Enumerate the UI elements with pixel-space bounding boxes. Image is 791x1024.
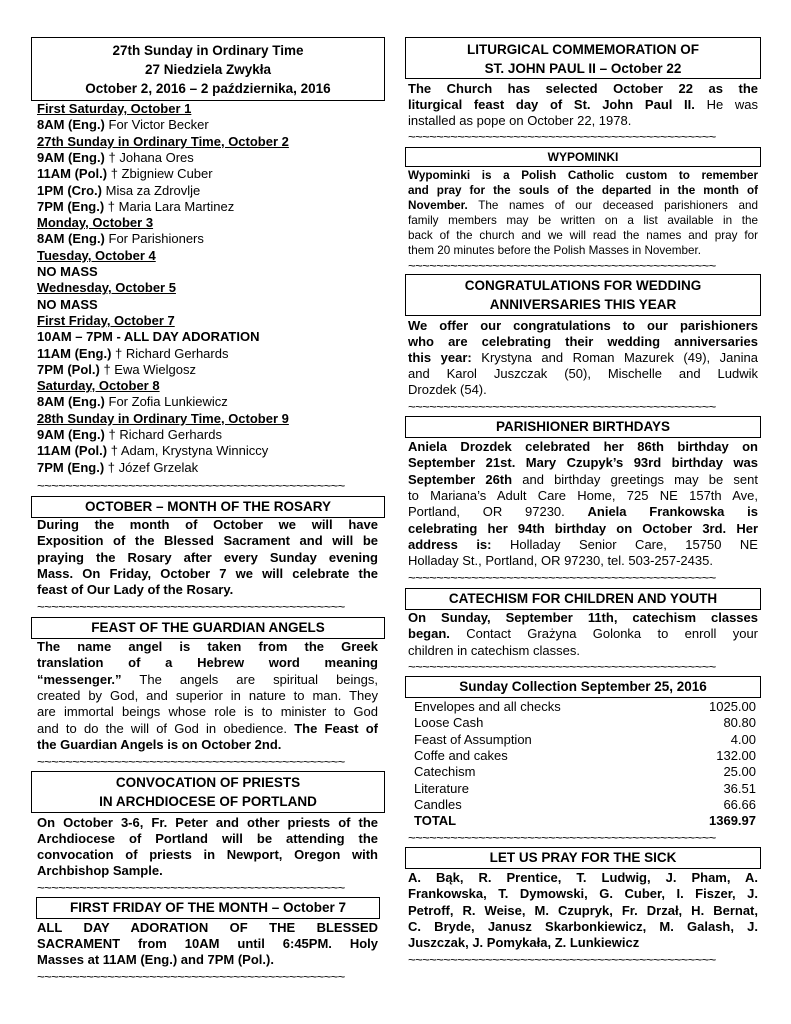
- collection-label: Literature: [414, 780, 469, 796]
- sick-line: A. Bąk, R. Prentice, T. Ludwig, J. Pham, A.: [408, 870, 758, 885]
- mass-time: 7PM (Eng.): [37, 459, 105, 475]
- separator: ~~~~~~~~~~~~~~~~~~~~~~~~~~~~~~~~~~~~~~~~~~~~: [408, 259, 716, 273]
- collection-row: [408, 748, 758, 764]
- wedding-heading-box: [405, 274, 761, 316]
- schedule-mass: [37, 394, 378, 410]
- rosary-line: During the month of October we will have: [37, 517, 378, 532]
- schedule-note: NO MASS: [37, 296, 98, 312]
- collection-label: Catechism: [414, 764, 476, 780]
- schedule-day: 28th Sunday in Ordinary Time, October 9: [37, 410, 289, 426]
- first-friday-line: ALL DAY ADORATION OF THE BLESSED: [37, 920, 378, 935]
- catechism-heading-box: [405, 588, 761, 610]
- sick-heading: LET US PRAY FOR THE SICK: [489, 850, 677, 865]
- schedule-note: 10AM – 7PM - ALL DAY ADORATION: [37, 329, 260, 345]
- mass-time: 11AM (Eng.): [37, 345, 112, 361]
- wypominki-line: them 20 minutes before the Polish Masses in November.: [408, 244, 701, 257]
- collection-row: [408, 699, 758, 715]
- catechism-line: began. Contact Grażyna Golonka to enroll your: [408, 626, 758, 641]
- convocation-heading-line: CONVOCATION OF PRIESTS: [115, 775, 301, 790]
- separator: ~~~~~~~~~~~~~~~~~~~~~~~~~~~~~~~~~~~~~~~~~~~~: [408, 831, 716, 845]
- wedding-line: who are celebrating their wedding anniversaries: [408, 334, 758, 349]
- mass-intention: † Richard Gerhards: [115, 345, 229, 361]
- convocation-heading-box: [31, 771, 385, 813]
- rosary-line: Mass. On Friday, October 7 we will celebrate the: [37, 566, 378, 581]
- separator: ~~~~~~~~~~~~~~~~~~~~~~~~~~~~~~~~~~~~~~~~~~~~: [37, 881, 345, 895]
- collection-label: Envelopes and all checks: [414, 699, 561, 714]
- first-friday-line: Masses at 11AM (Eng.) and 7PM (Pol.).: [37, 952, 274, 967]
- angels-line: are immortal beings whose role is to minister to God: [37, 704, 378, 719]
- convocation-line: On October 3-6, Fr. Peter and other priests of the: [37, 815, 378, 830]
- sunday-title-en: 27th Sunday in Ordinary Time: [112, 43, 304, 58]
- schedule-mass: [37, 117, 378, 133]
- collection-total-label: TOTAL: [414, 813, 457, 828]
- collection-label: Loose Cash: [414, 715, 484, 731]
- mass-intention: For Victor Becker: [108, 117, 209, 133]
- rosary-heading: OCTOBER – MONTH OF THE ROSARY: [84, 499, 331, 514]
- catechism-line: children in catechism classes.: [408, 643, 580, 658]
- mass-intention: For Parishioners: [108, 231, 204, 247]
- birthdays-line: celebrating her 94th birthday on October 3rd. Her: [408, 521, 758, 536]
- schedule-mass: [37, 362, 378, 378]
- mass-intention: For Zofia Lunkiewicz: [108, 394, 228, 410]
- angels-line: “messenger.” The angels are spiritual beings,: [37, 672, 378, 687]
- birthdays-line: Aniela Drozdek celebrated her 86th birthday on: [408, 439, 758, 454]
- collection-label: Coffe and cakes: [414, 747, 508, 763]
- jp2-heading-line: ST. JOHN PAUL II – October 22: [484, 61, 682, 76]
- schedule-day: Wednesday, October 5: [37, 280, 176, 296]
- schedule-day: 27th Sunday in Ordinary Time, October 2: [37, 133, 289, 149]
- sunday-dates: October 2, 2016 – 2 października, 2016: [85, 81, 331, 96]
- angels-heading: FEAST OF THE GUARDIAN ANGELS: [91, 620, 325, 635]
- mass-intention: † Zbigniew Cuber: [110, 166, 213, 182]
- schedule-day: Monday, October 3: [37, 215, 154, 231]
- mass-time: 1PM (Cro.): [37, 182, 102, 198]
- first-friday-heading-box: [36, 897, 380, 919]
- separator: ~~~~~~~~~~~~~~~~~~~~~~~~~~~~~~~~~~~~~~~~~~~~: [37, 600, 345, 614]
- jp2-heading-box: [405, 37, 761, 79]
- collection-label: Candles: [414, 796, 462, 812]
- mass-intention: † Johana Ores: [108, 149, 194, 165]
- separator: ~~~~~~~~~~~~~~~~~~~~~~~~~~~~~~~~~~~~~~~~~~~~: [37, 755, 345, 769]
- birthdays-line: Portland, OR 97230. Aniela Frankowska is: [408, 504, 758, 519]
- angels-heading-box: [31, 617, 385, 639]
- schedule-mass: [37, 443, 378, 459]
- mass-time: 9AM (Eng.): [37, 149, 105, 165]
- collection-total-amount: 1369.97: [709, 813, 756, 828]
- jp2-heading-line: LITURGICAL COMMEMORATION OF: [467, 42, 699, 57]
- separator: ~~~~~~~~~~~~~~~~~~~~~~~~~~~~~~~~~~~~~~~~~~~~: [408, 571, 716, 585]
- collection-label: Feast of Assumption: [414, 731, 532, 747]
- mass-time: 8AM (Eng.): [37, 117, 105, 133]
- jp2-line: liturgical feast day of St. John Paul II. He was: [408, 97, 758, 112]
- wypominki-heading: WYPOMINKI: [547, 150, 619, 164]
- collection-heading: Sunday Collection September 25, 2016: [459, 679, 707, 694]
- wedding-line: Drozdek (54).: [408, 382, 487, 397]
- convocation-line: Archbishop Sample.: [37, 863, 163, 878]
- collection-total-row: [408, 813, 758, 829]
- mass-intention: † Ewa Wielgosz: [103, 361, 196, 377]
- wedding-heading-line: ANNIVERSARIES THIS YEAR: [489, 297, 677, 312]
- sick-line: Juszczak, J. Pomykała, Z. Lunkiewicz: [408, 935, 640, 950]
- schedule-mass: [37, 166, 378, 182]
- sunday-title-pl: 27 Niedziela Zwykła: [144, 62, 272, 77]
- jp2-line: installed as pope on October 22, 1978.: [408, 113, 632, 128]
- wypominki-line: family members may be written on a list available in the: [408, 214, 758, 227]
- collection-row: [408, 781, 758, 797]
- mass-time: 7PM (Pol.): [37, 361, 100, 377]
- convocation-line: Archdiocese of Portland will be attending the: [37, 831, 378, 846]
- jp2-line: The Church has selected October 22 as the: [408, 81, 758, 96]
- mass-intention: † Maria Lara Martinez: [107, 198, 235, 214]
- sick-line: C. Bryde, Janusz Skarbonkiewicz, M. Galash, J.: [408, 919, 758, 934]
- collection-amount: 66.66: [723, 796, 756, 812]
- mass-intention: Misa za Zdrovlje: [105, 182, 201, 198]
- rosary-line: feast of Our Lady of the Rosary.: [37, 582, 234, 597]
- wypominki-line: back of the church and we will read the names and pray for: [408, 229, 758, 242]
- rosary-line: Exposition of the Blessed Sacrament and will be: [37, 533, 378, 548]
- wedding-line: this year: Krystyna and Roman Mazurek (49), Janina: [408, 350, 758, 365]
- schedule-mass: [37, 427, 378, 443]
- angels-line: translation of a Hebrew word meaning: [37, 655, 378, 670]
- collection-amount: 80.80: [723, 715, 756, 731]
- convocation-heading-line: IN ARCHDIOCESE OF PORTLAND: [99, 794, 317, 809]
- collection-row: [408, 797, 758, 813]
- wedding-heading-line: CONGRATULATIONS FOR WEDDING: [464, 278, 702, 293]
- mass-time: 7PM (Eng.): [37, 198, 105, 214]
- birthdays-line: September 26th and birthday greetings may be sent: [408, 472, 758, 487]
- schedule-day: Tuesday, October 4: [37, 247, 156, 263]
- collection-row: [408, 764, 758, 780]
- separator: ~~~~~~~~~~~~~~~~~~~~~~~~~~~~~~~~~~~~~~~~~~~~: [37, 970, 345, 984]
- mass-time: 11AM (Pol.): [37, 166, 108, 182]
- separator: ~~~~~~~~~~~~~~~~~~~~~~~~~~~~~~~~~~~~~~~~~~~~: [408, 660, 716, 674]
- collection-amount: 4.00: [730, 731, 756, 747]
- collection-amount: 1025.00: [709, 699, 756, 714]
- sick-heading-box: [405, 847, 761, 869]
- birthdays-heading: PARISHIONER BIRTHDAYS: [495, 419, 671, 434]
- separator: ~~~~~~~~~~~~~~~~~~~~~~~~~~~~~~~~~~~~~~~~~~~~: [408, 130, 716, 144]
- schedule-mass: [37, 346, 378, 362]
- birthdays-line: September 21st. Mary Czupyk’s 93rd birthday was: [408, 455, 758, 470]
- schedule-mass: [37, 183, 378, 199]
- wypominki-line: November. The names of our deceased parishioners and: [408, 199, 758, 212]
- schedule-day: First Saturday, October 1: [37, 101, 192, 116]
- schedule-mass: [37, 150, 378, 166]
- separator: ~~~~~~~~~~~~~~~~~~~~~~~~~~~~~~~~~~~~~~~~~~~~: [408, 400, 716, 414]
- collection-amount: 132.00: [716, 747, 756, 763]
- schedule-mass: [37, 231, 378, 247]
- mass-time: 8AM (Eng.): [37, 231, 105, 247]
- sick-line: Frankowska, T. Dymowski, G. Cuber, I. Fiszer, J.: [408, 886, 758, 901]
- wedding-line: and Karol Juszczak (50), Mischelle and Ludwik: [408, 366, 758, 381]
- sunday-header-box: [31, 37, 385, 101]
- birthdays-line: to Mariana’s Adult Care Home, 725 NE 157th Ave,: [408, 488, 758, 503]
- mass-time: 11AM (Pol.): [37, 443, 108, 459]
- schedule-mass: [37, 460, 378, 476]
- mass-time: 9AM (Eng.): [37, 427, 105, 442]
- rosary-heading-box: [31, 496, 385, 518]
- separator: ~~~~~~~~~~~~~~~~~~~~~~~~~~~~~~~~~~~~~~~~~~~~: [408, 953, 716, 967]
- schedule-day: Saturday, October 8: [37, 378, 160, 394]
- schedule-day: First Friday, October 7: [37, 312, 175, 328]
- angels-line: and to do the will of God in obedience. The Feast of: [37, 721, 378, 736]
- birthdays-heading-box: [405, 416, 761, 438]
- collection-row: [408, 715, 758, 731]
- collection-row: [408, 732, 758, 748]
- wypominki-heading-box: [405, 147, 761, 167]
- schedule-note: NO MASS: [37, 264, 98, 279]
- rosary-line: praying the Rosary after every Sunday evening: [37, 550, 378, 565]
- catechism-line: On Sunday, September 11th, catechism classes: [408, 610, 758, 625]
- separator: ~~~~~~~~~~~~~~~~~~~~~~~~~~~~~~~~~~~~~~~~~~~~: [37, 479, 345, 493]
- first-friday-heading: FIRST FRIDAY OF THE MONTH: [69, 900, 268, 915]
- collection-amount: 36.51: [723, 780, 756, 796]
- mass-intention: † Józef Grzelak: [107, 459, 199, 475]
- birthdays-line: address is: Holladay Senior Care, 15750 NE: [408, 537, 758, 552]
- angels-line: created by God, and superior in nature to man. They: [37, 688, 378, 703]
- mass-intention: † Richard Gerhards: [108, 427, 222, 442]
- wypominki-line: Wypominki is a Polish Catholic custom to remember: [408, 169, 758, 182]
- wypominki-line: and pray for the souls of the departed in the month of: [408, 184, 758, 197]
- sick-line: Petroff, R. Weise, M. Czupryk, Fr. Drzał, H. Bernat,: [408, 903, 758, 918]
- convocation-line: convocation of priests in Newport, Oregon with: [37, 847, 378, 862]
- birthdays-line: Holladay St., Portland, OR 97230, tel. 503-257-2435.: [408, 553, 713, 568]
- first-friday-line: SACRAMENT from 10AM until 6:45PM. Holy: [37, 936, 378, 951]
- first-friday-date: – October 7: [271, 900, 347, 915]
- catechism-heading: CATECHISM FOR CHILDREN AND YOUTH: [448, 591, 718, 606]
- schedule-mass: [37, 199, 378, 215]
- wedding-line: We offer our congratulations to our parishioners: [408, 318, 758, 333]
- collection-amount: 25.00: [723, 764, 756, 780]
- mass-time: 8AM (Eng.): [37, 394, 105, 410]
- angels-line: the Guardian Angels is on October 2nd.: [37, 737, 282, 752]
- mass-intention: † Adam, Krystyna Winniccy: [110, 443, 269, 459]
- collection-heading-box: [405, 676, 761, 698]
- angels-line: The name angel is taken from the Greek: [37, 639, 378, 654]
